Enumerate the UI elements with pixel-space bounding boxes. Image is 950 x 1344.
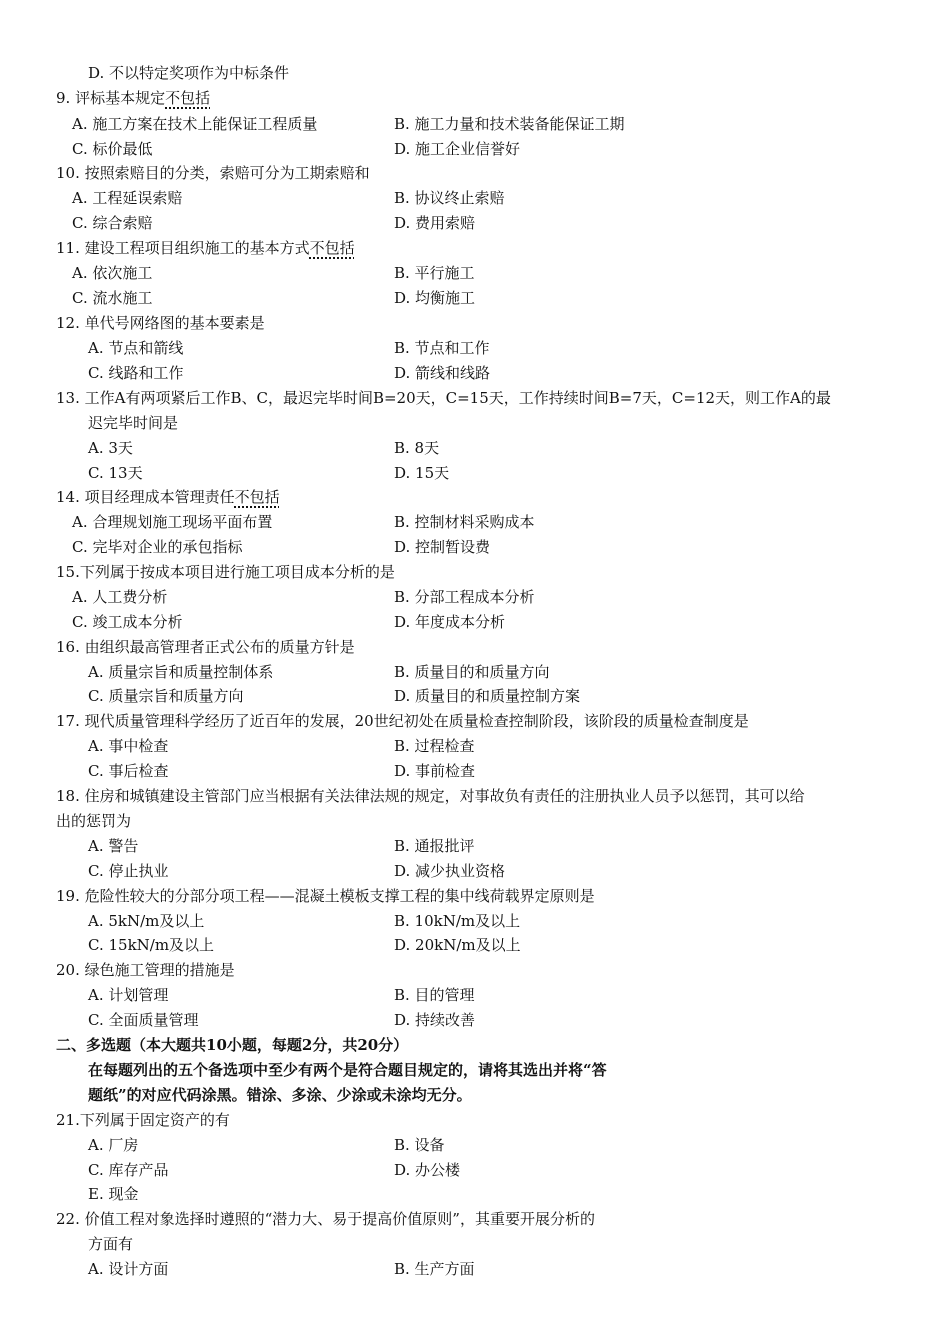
text-line [394, 861, 505, 881]
line-text: 出的惩罚为 [56, 812, 132, 830]
line-text: D. 减少执业资格 [394, 862, 506, 880]
line-text: D. 施工企业信誉好 [394, 140, 521, 158]
line-text: A. 警告 [88, 837, 139, 855]
text-line [56, 88, 210, 108]
text-line [88, 1135, 138, 1155]
line-text: C. 综合索赔 [72, 214, 153, 232]
line-text: D. 15天 [394, 464, 450, 482]
text-line [72, 263, 152, 283]
line-text: C. 13天 [88, 464, 143, 482]
text-line [56, 886, 595, 906]
line-text: B. 目的管理 [394, 986, 475, 1004]
line-text: B. 质量目的和质量方向 [394, 663, 550, 681]
line-text: B. 施工力量和技术装备能保证工期 [394, 115, 625, 133]
line-text: C. 标价最低 [72, 140, 153, 158]
line-text: C. 质量宗旨和质量方向 [88, 687, 244, 705]
text-line [88, 63, 289, 83]
line-text: 10. 按照索赔目的分类，索赔可分为工期索赔和 [56, 164, 370, 182]
line-text: B. 控制材料采购成本 [394, 513, 535, 531]
text-line [88, 935, 214, 955]
text-line [72, 213, 152, 233]
text-line [394, 363, 490, 383]
text-line [88, 662, 273, 682]
text-line [88, 1259, 168, 1279]
line-text: A. 工程延误索赔 [72, 189, 183, 207]
line-text: C. 线路和工作 [88, 364, 184, 382]
text-line [394, 587, 535, 607]
line-text: D. 年度成本分析 [394, 613, 506, 631]
line-text: C. 完毕对企业的承包指标 [72, 538, 243, 556]
line-text: A. 人工费分析 [72, 588, 168, 606]
line-text: C. 竣工成本分析 [72, 613, 183, 631]
text-line [394, 188, 505, 208]
line-text: A. 5kN/m及以上 [88, 912, 205, 930]
line-text: A. 3天 [88, 439, 133, 457]
text-line [88, 1010, 198, 1030]
text-line [56, 1209, 595, 1229]
line-text: D. 20kN/m及以上 [394, 936, 521, 954]
text-line [88, 686, 243, 706]
text-line [394, 463, 449, 483]
line-text: D. 质量目的和质量控制方案 [394, 687, 581, 705]
line-text: A. 厂房 [88, 1136, 139, 1154]
text-line [394, 686, 580, 706]
line-text: C. 15kN/m及以上 [88, 936, 215, 954]
line-text: B. 通报批评 [394, 837, 475, 855]
text-line [72, 114, 317, 134]
line-text: 17. 现代质量管理科学经历了近百年的发展，20世纪初处在质量检查控制阶段，该阶段的质量检查制度是 [56, 712, 749, 730]
line-text: 21.下列属于固定资产的有 [56, 1111, 230, 1129]
line-text: C. 库存产品 [88, 1161, 169, 1179]
line-text: A. 事中检查 [88, 737, 169, 755]
line-text: B. 分部工程成本分析 [394, 588, 535, 606]
text-line [88, 836, 138, 856]
line-text: 方面有 [88, 1235, 134, 1253]
text-line [72, 288, 152, 308]
line-text: 19. 危险性较大的分部分项工程——混凝土模板支撑工程的集中线荷载界定原则是 [56, 887, 595, 905]
text-line [394, 911, 520, 931]
text-line [394, 288, 475, 308]
line-text: E. 现金 [88, 1185, 139, 1203]
text-line [88, 413, 178, 433]
text-line [394, 263, 475, 283]
text-line [394, 985, 475, 1005]
text-line [88, 861, 168, 881]
text-line [72, 612, 182, 632]
text-line [394, 1259, 475, 1279]
line-text: B. 生产方面 [394, 1260, 475, 1278]
line-text: B. 平行施工 [394, 264, 475, 282]
text-line [56, 313, 265, 333]
text-line [72, 139, 152, 159]
text-line [394, 1135, 445, 1155]
text-line [72, 537, 242, 557]
text-line [72, 188, 182, 208]
line-text: D. 不以特定奖项作为中标条件 [88, 64, 290, 82]
text-line [56, 163, 370, 183]
text-line [88, 911, 204, 931]
text-line [88, 363, 183, 383]
text-line [88, 761, 168, 781]
line-text: D. 费用索赔 [394, 214, 476, 232]
line-text: B. 过程检查 [394, 737, 475, 755]
line-text: 9. 评标基本规定不包括 [56, 89, 211, 107]
line-text: C. 事后检查 [88, 762, 169, 780]
text-line [394, 662, 550, 682]
text-line [394, 1010, 475, 1030]
line-text: 22. 价值工程对象选择时遵照的“潜力大、易于提高价值原则”，其重要开展分析的 [56, 1210, 595, 1228]
text-line [72, 512, 272, 532]
text-line [394, 139, 520, 159]
line-text: A. 节点和箭线 [88, 339, 184, 357]
line-text: 二、多选题（本大题共10小题，每题2分，共20分） [56, 1036, 409, 1054]
emphasis-dots: 不包括 [165, 89, 211, 107]
line-text: A. 质量宗旨和质量控制体系 [88, 663, 274, 681]
line-text: C. 流水施工 [72, 289, 153, 307]
text-line [56, 811, 131, 831]
text-line [394, 438, 439, 458]
text-line [56, 637, 355, 657]
line-text: 15.下列属于按成本项目进行施工项目成本分析的是 [56, 563, 395, 581]
text-line [394, 213, 475, 233]
text-line [56, 238, 355, 258]
line-text: C. 停止执业 [88, 862, 169, 880]
text-line [394, 612, 505, 632]
line-text: D. 箭线和线路 [394, 364, 491, 382]
line-text: A. 依次施工 [72, 264, 153, 282]
text-line [394, 537, 490, 557]
line-text: B. 8天 [394, 439, 440, 457]
line-text: B. 设备 [394, 1136, 445, 1154]
text-line [88, 985, 168, 1005]
line-text: 13. 工作A有两项紧后工作B、C，最迟完毕时间B=20天，C=15天，工作持续时间B=7天，C=12天，则工作A的最 [56, 389, 831, 407]
text-line [72, 587, 167, 607]
line-text: 11. 建设工程项目组织施工的基本方式不包括 [56, 239, 355, 257]
text-line [88, 736, 168, 756]
text-line [88, 1184, 139, 1204]
text-line [394, 736, 475, 756]
emphasis-dots: 不包括 [309, 239, 355, 257]
line-text: 16. 由组织最高管理者正式公布的质量方针是 [56, 638, 355, 656]
text-line [88, 438, 133, 458]
text-line [56, 1110, 230, 1130]
text-line [394, 338, 490, 358]
line-text: 18. 住房和城镇建设主管部门应当根据有关法律法规的规定，对事故负有责任的注册执业人员予以惩罚，其可以给 [56, 787, 805, 805]
text-line [88, 1160, 168, 1180]
line-text: B. 节点和工作 [394, 339, 490, 357]
text-line [56, 711, 749, 731]
line-text: 迟完毕时间是 [88, 414, 179, 432]
text-line [394, 761, 475, 781]
line-text: 20. 绿色施工管理的措施是 [56, 961, 235, 979]
text-line [56, 960, 235, 980]
line-text: B. 10kN/m及以上 [394, 912, 521, 930]
text-line [88, 338, 183, 358]
line-text: A. 设计方面 [88, 1260, 169, 1278]
text-line [394, 114, 625, 134]
line-text: 题纸”的对应代码涂黑。错涂、多涂、少涂或未涂均无分。 [88, 1086, 472, 1104]
line-text: A. 合理规划施工现场平面布置 [72, 513, 273, 531]
line-text: 12. 单代号网络图的基本要素是 [56, 314, 265, 332]
text-line [88, 463, 143, 483]
line-text: D. 办公楼 [394, 1161, 461, 1179]
text-line [394, 935, 521, 955]
text-line [56, 487, 280, 507]
line-text: 14. 项目经理成本管理责任不包括 [56, 488, 280, 506]
line-text: D. 控制暂设费 [394, 538, 491, 556]
line-text: 在每题列出的五个备选项中至少有两个是符合题目规定的，请将其选出并将“答 [88, 1061, 607, 1079]
text-line [56, 786, 805, 806]
line-text: B. 协议终止索赔 [394, 189, 505, 207]
line-text: A. 计划管理 [88, 986, 169, 1004]
line-text: D. 持续改善 [394, 1011, 476, 1029]
text-line [56, 1035, 408, 1055]
line-text: D. 事前检查 [394, 762, 476, 780]
emphasis-dots: 不包括 [234, 488, 280, 506]
text-line [88, 1085, 472, 1105]
text-line [56, 562, 395, 582]
line-text: C. 全面质量管理 [88, 1011, 199, 1029]
text-line [88, 1234, 133, 1254]
text-line [88, 1060, 607, 1080]
line-text: A. 施工方案在技术上能保证工程质量 [72, 115, 318, 133]
text-line [56, 388, 831, 408]
text-line [394, 512, 535, 532]
text-line [394, 1160, 460, 1180]
line-text: D. 均衡施工 [394, 289, 476, 307]
text-line [394, 836, 475, 856]
